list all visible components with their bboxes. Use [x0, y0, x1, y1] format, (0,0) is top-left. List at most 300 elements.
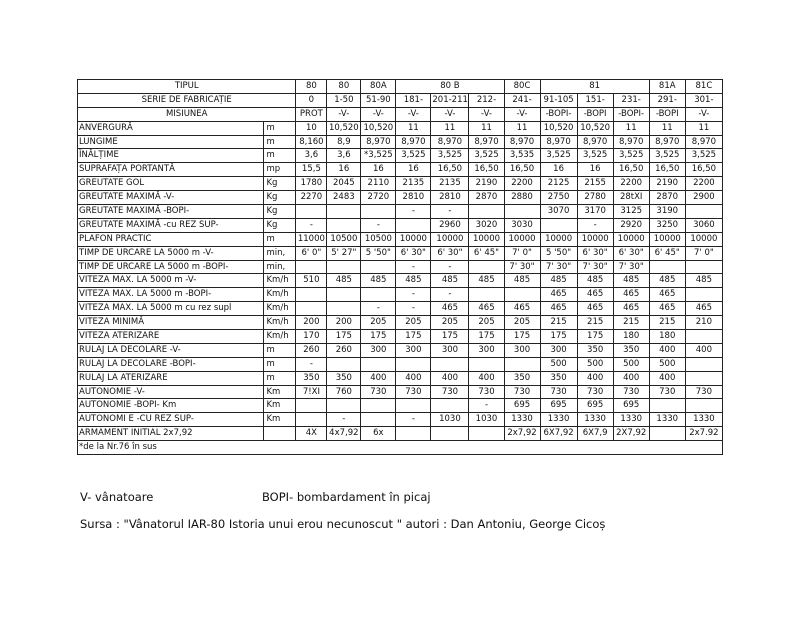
table-cell: 2x7.92	[685, 427, 722, 441]
row-unit: Kg	[264, 191, 296, 205]
table-cell: 350	[296, 371, 327, 385]
table-cell: 350	[540, 371, 577, 385]
table-cell	[469, 357, 504, 371]
header-cell: 212-	[469, 93, 504, 107]
table-cell: 10000	[504, 232, 540, 246]
table-cell: 175	[540, 330, 577, 344]
table-cell: 1780	[296, 177, 327, 191]
table-cell: 10	[296, 121, 327, 135]
header-cell: 151-	[577, 93, 613, 107]
table-cell	[685, 357, 722, 371]
table-cell: 16,50	[685, 163, 722, 177]
table-cell: 400	[361, 371, 396, 385]
header-cell: 80 B	[396, 80, 504, 94]
table-cell: 10000	[469, 232, 504, 246]
table-cell: 695	[540, 399, 577, 413]
table-cell: 730	[613, 385, 649, 399]
table-cell: -	[577, 218, 613, 232]
table-cell: 2200	[504, 177, 540, 191]
table-cell: 215	[613, 316, 649, 330]
table-cell	[296, 260, 327, 274]
table-cell	[685, 205, 722, 219]
table-cell: -	[431, 260, 469, 274]
row-unit: m	[264, 371, 296, 385]
table-cell: 465	[577, 288, 613, 302]
row-label: AUTONOMI E -CU REZ SUP-	[78, 413, 264, 427]
table-cell: 400	[613, 371, 649, 385]
table-cell: 2810	[431, 191, 469, 205]
table-cell: 3125	[613, 205, 649, 219]
table-cell: 2125	[540, 177, 577, 191]
table-cell	[649, 427, 685, 441]
table-cell: 3190	[649, 205, 685, 219]
header-cell: 81	[540, 80, 649, 94]
table-cell: 2810	[396, 191, 431, 205]
table-cell: 300	[540, 343, 577, 357]
table-cell: 400	[396, 371, 431, 385]
table-cell	[327, 357, 361, 371]
table-cell: 205	[431, 316, 469, 330]
table-row	[78, 260, 723, 274]
table-cell: -	[296, 218, 327, 232]
table-cell: 215	[540, 316, 577, 330]
row-unit: Km/h	[264, 330, 296, 344]
table-row	[78, 385, 723, 399]
table-cell: 3,525	[685, 149, 722, 163]
table-cell: 260	[327, 343, 361, 357]
table-cell: *3,525	[361, 149, 396, 163]
table-cell: 695	[613, 399, 649, 413]
table-cell: 3,525	[649, 149, 685, 163]
table-cell	[396, 218, 431, 232]
header-label: SERIE DE FABRICAȚIE	[78, 93, 296, 107]
table-cell: 2920	[613, 218, 649, 232]
table-cell	[504, 288, 540, 302]
row-unit: m	[264, 232, 296, 246]
table-cell	[396, 427, 431, 441]
table-cell: 465	[649, 288, 685, 302]
table-cell: 500	[577, 357, 613, 371]
table-cell: 16,50	[431, 163, 469, 177]
table-row	[78, 274, 723, 288]
table-cell: 6' 0"	[296, 246, 327, 260]
header-cell: 80A	[361, 80, 396, 94]
table-cell: 350	[577, 343, 613, 357]
table-cell	[431, 399, 469, 413]
table-cell	[396, 399, 431, 413]
table-cell: 485	[469, 274, 504, 288]
table-cell: 2900	[685, 191, 722, 205]
table-cell: 350	[504, 371, 540, 385]
table-cell: 2200	[613, 177, 649, 191]
table-cell	[431, 357, 469, 371]
table-row	[78, 218, 723, 232]
table-cell: 465	[431, 302, 469, 316]
table-cell: -	[431, 205, 469, 219]
table-cell	[361, 205, 396, 219]
table-cell: 11	[649, 121, 685, 135]
table-cell: 3,525	[431, 149, 469, 163]
table-row	[78, 246, 723, 260]
row-label: GREUTATE GOL	[78, 177, 264, 191]
table-cell: 510	[296, 274, 327, 288]
table-cell: 730	[361, 385, 396, 399]
table-cell: 10000	[540, 232, 577, 246]
header-cell: -V-	[469, 107, 504, 121]
table-cell: 10000	[649, 232, 685, 246]
row-unit: Km/h	[264, 288, 296, 302]
table-cell: -	[396, 302, 431, 316]
table-row	[78, 163, 723, 177]
table-cell	[296, 302, 327, 316]
table-cell: 6' 45"	[469, 246, 504, 260]
table-cell	[327, 260, 361, 274]
row-label: TIMP DE URCARE LA 5000 m -V-	[78, 246, 264, 260]
table-cell: 3,6	[296, 149, 327, 163]
table-cell: 730	[431, 385, 469, 399]
table-cell: 10000	[396, 232, 431, 246]
table-cell: 2870	[649, 191, 685, 205]
row-label: GREUTATE MAXIMĂ -V-	[78, 191, 264, 205]
table-cell: 6x	[361, 427, 396, 441]
header-cell: 80C	[504, 80, 540, 94]
table-cell: 205	[469, 316, 504, 330]
table-cell: 3,535	[504, 149, 540, 163]
table-cell: 4x7,92	[327, 427, 361, 441]
table-cell	[327, 399, 361, 413]
table-cell	[361, 260, 396, 274]
table-cell	[327, 288, 361, 302]
table-cell: 28tXI	[613, 191, 649, 205]
table-row	[78, 357, 723, 371]
table-cell	[685, 330, 722, 344]
table-cell: 2135	[431, 177, 469, 191]
table-cell: 400	[469, 371, 504, 385]
table-cell: 5' 27"	[327, 246, 361, 260]
table-cell	[396, 357, 431, 371]
table-cell: 10000	[613, 232, 649, 246]
table-cell: -	[296, 357, 327, 371]
table-cell: 10,520	[540, 121, 577, 135]
table-cell	[431, 427, 469, 441]
table-cell: 16	[361, 163, 396, 177]
table-cell	[327, 218, 361, 232]
table-cell: 11	[469, 121, 504, 135]
table-cell: 8,970	[431, 135, 469, 149]
header-cell: -V-	[327, 107, 361, 121]
table-cell: 16	[577, 163, 613, 177]
table-cell: 7' 30"	[540, 260, 577, 274]
table-cell: 205	[504, 316, 540, 330]
table-cell: 2720	[361, 191, 396, 205]
row-unit: m	[264, 135, 296, 149]
table-cell: 8,970	[504, 135, 540, 149]
table-cell: 200	[296, 316, 327, 330]
table-cell: 730	[469, 385, 504, 399]
row-label: VITEZA MINIMĂ	[78, 316, 264, 330]
row-label: ANVERGURĂ	[78, 121, 264, 135]
table-cell: 8,970	[540, 135, 577, 149]
header-cell: 201-211	[431, 93, 469, 107]
table-cell	[540, 218, 577, 232]
table-cell	[327, 205, 361, 219]
header-cell: 301-	[685, 93, 722, 107]
table-cell: 465	[685, 302, 722, 316]
header-cell: -BOPI	[577, 107, 613, 121]
table-cell: 2045	[327, 177, 361, 191]
table-cell	[296, 205, 327, 219]
table-cell: 1330	[649, 413, 685, 427]
table-cell: 3,6	[327, 149, 361, 163]
row-label: SUPRAFAȚA PORTANTĂ	[78, 163, 264, 177]
table-cell: 7' 0"	[504, 246, 540, 260]
row-label: RULAJ LA ATERIZARE	[78, 371, 264, 385]
table-cell: 485	[504, 274, 540, 288]
table-cell: 175	[469, 330, 504, 344]
table-cell: 730	[685, 385, 722, 399]
table-cell: 465	[504, 302, 540, 316]
row-unit	[264, 427, 296, 441]
table-cell: 15,5	[296, 163, 327, 177]
row-label: TIMP DE URCARE LA 5000 m -BOPI-	[78, 260, 264, 274]
table-cell	[469, 260, 504, 274]
table-cell: 2880	[504, 191, 540, 205]
table-cell: 2870	[469, 191, 504, 205]
table-cell: 695	[504, 399, 540, 413]
row-label: GREUTATE MAXIMĂ -cu REZ SUP-	[78, 218, 264, 232]
header-cell: -V-	[685, 107, 722, 121]
table-row	[78, 135, 723, 149]
table-cell: 730	[649, 385, 685, 399]
table-cell: 7' 30"	[613, 260, 649, 274]
table-cell	[361, 288, 396, 302]
row-label: LUNGIME	[78, 135, 264, 149]
table-cell: 400	[431, 371, 469, 385]
table-cell	[296, 288, 327, 302]
row-label: ÎNĂLȚIME	[78, 149, 264, 163]
table-cell: 730	[540, 385, 577, 399]
row-unit: Km/h	[264, 302, 296, 316]
header-row	[78, 107, 723, 121]
row-unit: m	[264, 343, 296, 357]
table-cell: 205	[361, 316, 396, 330]
header-cell: 231-	[613, 93, 649, 107]
table-cell: 3170	[577, 205, 613, 219]
table-cell: 500	[540, 357, 577, 371]
table-cell: 485	[396, 274, 431, 288]
table-cell: 300	[361, 343, 396, 357]
table-row	[78, 399, 723, 413]
table-cell: 400	[649, 343, 685, 357]
header-row	[78, 80, 723, 94]
table-cell: 205	[396, 316, 431, 330]
table-cell: 2x7,92	[504, 427, 540, 441]
table-cell: -	[396, 288, 431, 302]
table-cell: 400	[577, 371, 613, 385]
header-cell: 81A	[649, 80, 685, 94]
table-cell: 10000	[685, 232, 722, 246]
table-cell: 2200	[685, 177, 722, 191]
table-cell: 6' 30"	[613, 246, 649, 260]
row-label: VITEZA ATERIZARE	[78, 330, 264, 344]
table-cell: -	[396, 413, 431, 427]
table-row	[78, 149, 723, 163]
table-cell: 8,970	[613, 135, 649, 149]
table-cell: -	[469, 399, 504, 413]
row-label: VITEZA MAX. LA 5000 m cu rez supl	[78, 302, 264, 316]
header-cell: -V-	[504, 107, 540, 121]
table-cell: 180	[613, 330, 649, 344]
row-label: ARMAMENT INITIAL 2x7,92	[78, 427, 264, 441]
row-label: VITEZA MAX. LA 5000 m -BOPI-	[78, 288, 264, 302]
table-cell: 16,50	[469, 163, 504, 177]
table-cell: 730	[504, 385, 540, 399]
table-cell: 2155	[577, 177, 613, 191]
row-unit: m	[264, 121, 296, 135]
table-cell: -	[396, 205, 431, 219]
table-cell: 465	[613, 288, 649, 302]
table-cell: 8,970	[649, 135, 685, 149]
row-label: RULAJ LA DECOLARE -BOPI-	[78, 357, 264, 371]
table-cell: 485	[685, 274, 722, 288]
row-unit: min,	[264, 246, 296, 260]
table-cell: 350	[613, 343, 649, 357]
table-cell: 485	[613, 274, 649, 288]
table-cell: 465	[649, 302, 685, 316]
table-cell: 465	[613, 302, 649, 316]
table-cell: 485	[361, 274, 396, 288]
table-cell: 260	[296, 343, 327, 357]
legend-v: V- vânatoare	[80, 490, 154, 504]
table-row	[78, 371, 723, 385]
table-cell: 1330	[577, 413, 613, 427]
table-cell	[685, 288, 722, 302]
header-label: TIPUL	[78, 80, 296, 94]
table-cell: 1330	[613, 413, 649, 427]
table-cell: -	[361, 302, 396, 316]
table-cell: 3,525	[577, 149, 613, 163]
table-cell: 6' 45"	[649, 246, 685, 260]
table-cell: 11	[504, 121, 540, 135]
header-cell: 1-50	[327, 93, 361, 107]
table-cell: 175	[327, 330, 361, 344]
row-unit: m	[264, 357, 296, 371]
table-row	[78, 302, 723, 316]
row-label: RULAJ LA DECOLARE -V-	[78, 343, 264, 357]
aircraft-specs-table	[77, 79, 723, 455]
table-cell	[685, 399, 722, 413]
row-label: GREUTATE MAXIMĂ -BOPI-	[78, 205, 264, 219]
source-citation: Sursa : "Vânatorul IAR-80 Istoria unui erou necunoscut " autori : Dan Antoniu, George Cicoș	[80, 517, 606, 531]
row-label: PLAFON PRACTIC	[78, 232, 264, 246]
row-label: VITEZA MAX. LA 5000 m -V-	[78, 274, 264, 288]
table-cell: 10000	[577, 232, 613, 246]
table-cell: 3070	[540, 205, 577, 219]
table-cell: 8,970	[469, 135, 504, 149]
table-cell: 2750	[540, 191, 577, 205]
table-cell	[296, 399, 327, 413]
table-cell	[296, 413, 327, 427]
table-cell: 2135	[396, 177, 431, 191]
table-cell: 175	[577, 330, 613, 344]
table-cell: 5 '50"	[361, 246, 396, 260]
header-cell: 51-90	[361, 93, 396, 107]
table-cell: 6X7,92	[540, 427, 577, 441]
table-cell	[504, 357, 540, 371]
table-cell: 4X	[296, 427, 327, 441]
table-cell: 11000	[296, 232, 327, 246]
table-cell	[361, 413, 396, 427]
header-cell: 0	[296, 93, 327, 107]
table-cell: 210	[685, 316, 722, 330]
table-row	[78, 205, 723, 219]
table-cell: 6' 30"	[396, 246, 431, 260]
table-cell: 200	[327, 316, 361, 330]
table-cell: 3250	[649, 218, 685, 232]
table-row	[78, 316, 723, 330]
header-cell: -V-	[396, 107, 431, 121]
table-cell: 3030	[504, 218, 540, 232]
table-cell: 16	[540, 163, 577, 177]
header-label: MISIUNEA	[78, 107, 296, 121]
table-cell: 350	[327, 371, 361, 385]
table-cell: 1030	[431, 413, 469, 427]
table-cell: 300	[504, 343, 540, 357]
row-unit: mp	[264, 163, 296, 177]
table-row	[78, 288, 723, 302]
row-unit: Km/h	[264, 274, 296, 288]
footnote-row	[78, 441, 723, 455]
table-cell: 2190	[649, 177, 685, 191]
table-cell: 10000	[431, 232, 469, 246]
table-cell: 16,50	[613, 163, 649, 177]
table-cell	[469, 205, 504, 219]
header-cell: 241-	[504, 93, 540, 107]
table-cell: 7!XI	[296, 385, 327, 399]
table-cell: 8,970	[577, 135, 613, 149]
table-cell: 465	[469, 302, 504, 316]
table-cell: 16,50	[504, 163, 540, 177]
table-row	[78, 413, 723, 427]
table-cell: 8,160	[296, 135, 327, 149]
table-cell: 10500	[361, 232, 396, 246]
table-cell: 2960	[431, 218, 469, 232]
table-cell: 485	[431, 274, 469, 288]
table-cell: 465	[577, 302, 613, 316]
table-cell: 8,9	[327, 135, 361, 149]
table-cell: 500	[649, 357, 685, 371]
table-cell: 8,970	[685, 135, 722, 149]
table-cell: 300	[396, 343, 431, 357]
table-cell: 6X7,9	[577, 427, 613, 441]
row-unit: Kg	[264, 218, 296, 232]
header-cell: -BOPI-	[540, 107, 577, 121]
table-row	[78, 330, 723, 344]
table-cell: 465	[540, 288, 577, 302]
table-cell	[649, 399, 685, 413]
table-cell: 215	[577, 316, 613, 330]
row-unit: m	[264, 149, 296, 163]
table-cell: 3,525	[469, 149, 504, 163]
table-cell: 10,520	[327, 121, 361, 135]
row-unit: min,	[264, 260, 296, 274]
table-cell: 170	[296, 330, 327, 344]
table-cell: 11	[431, 121, 469, 135]
table-row	[78, 121, 723, 135]
table-cell: 175	[504, 330, 540, 344]
table-cell: 10500	[327, 232, 361, 246]
table-cell: 2270	[296, 191, 327, 205]
